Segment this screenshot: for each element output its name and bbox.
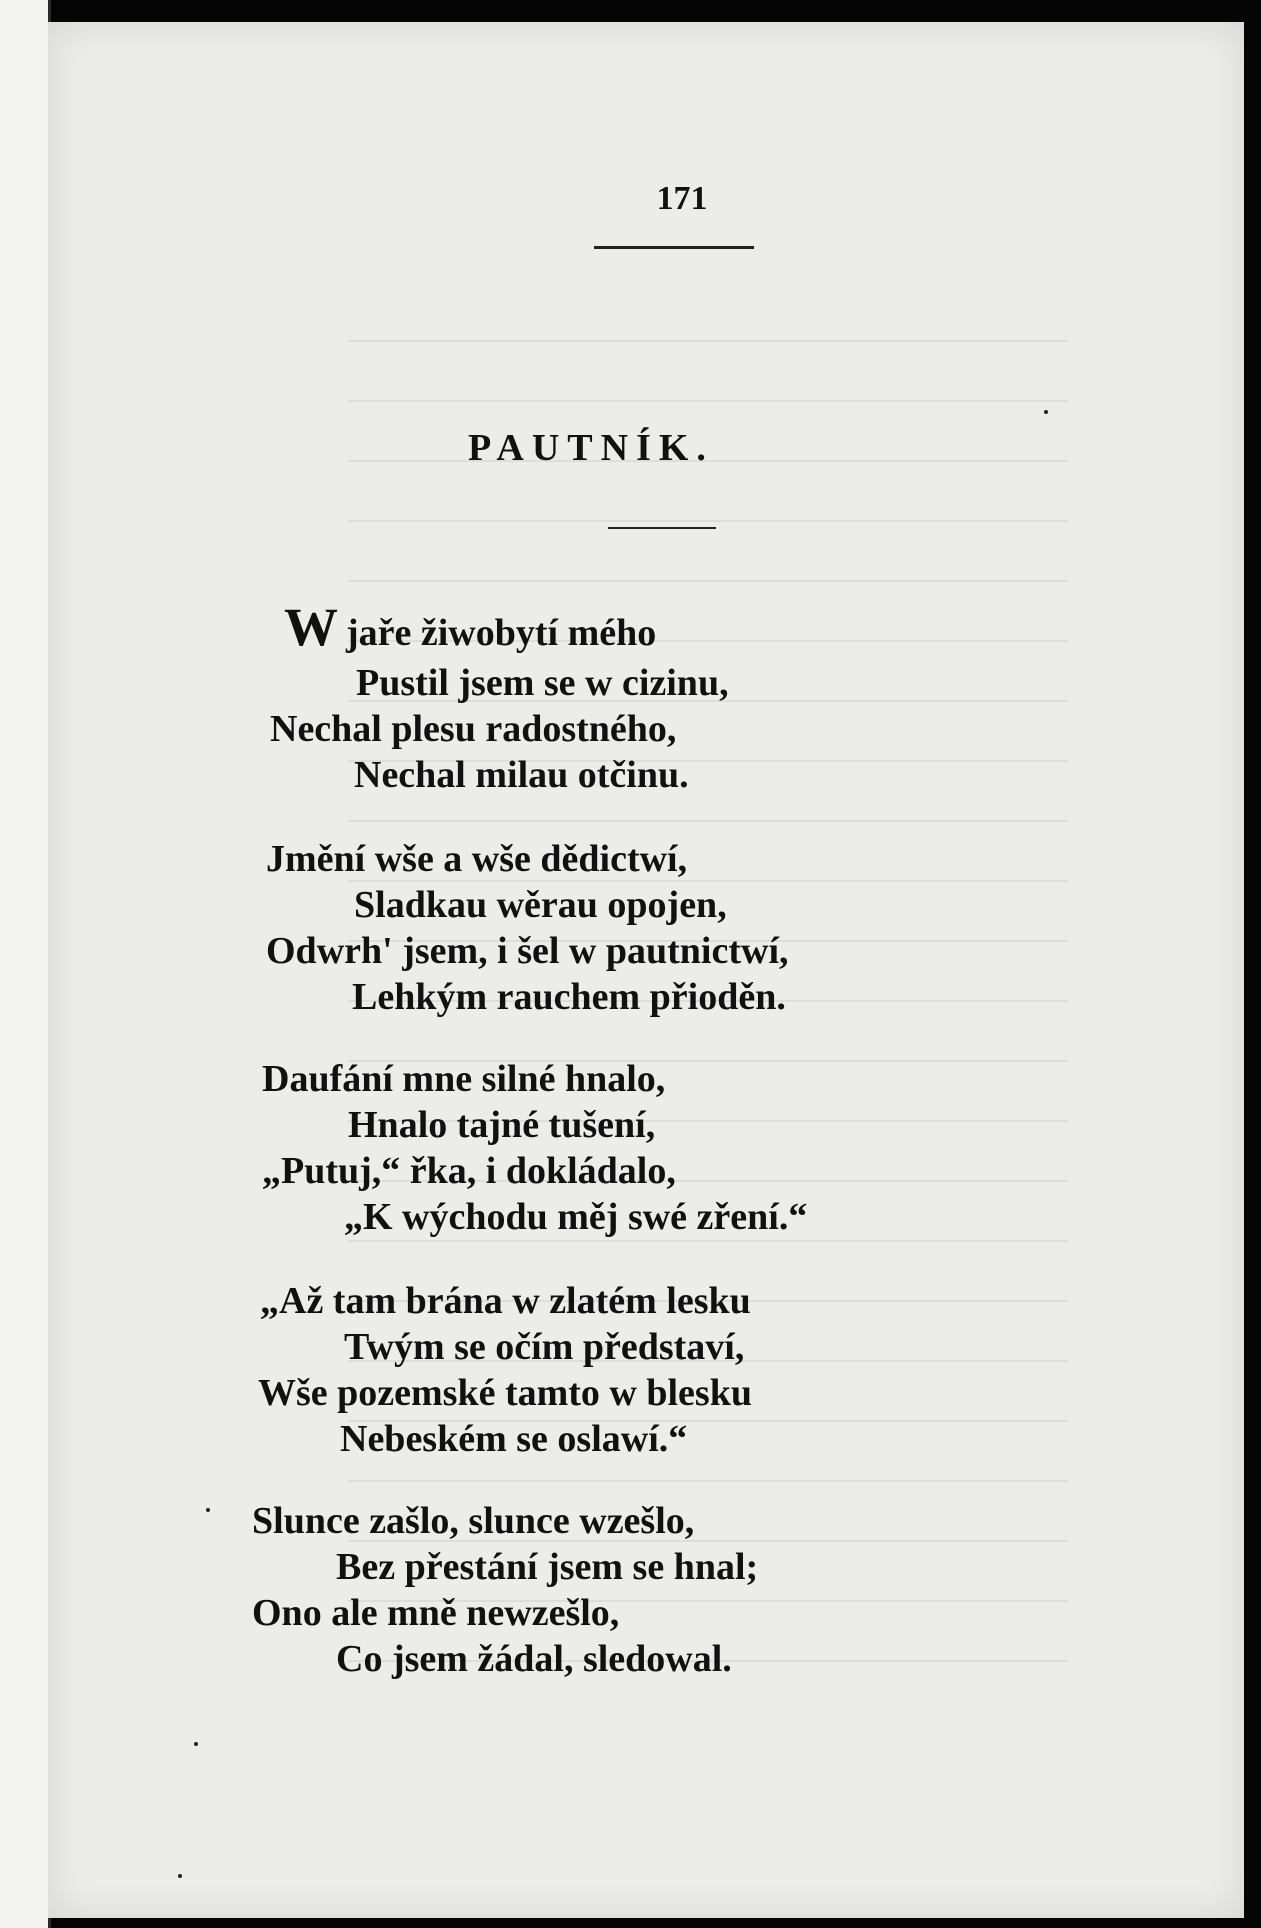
paper-speck — [1044, 410, 1048, 414]
poem-line: Nechal plesu radostného, — [270, 708, 677, 750]
poem-line: „Putuj,“ řka, i dokládalo, — [262, 1150, 676, 1192]
poem-line: Twým se očím představí, — [344, 1326, 745, 1368]
paper-speck — [194, 1742, 198, 1746]
poem-title: PAUTNÍK. — [468, 427, 714, 469]
poem-line: Co jsem žádal, sledowal. — [336, 1638, 732, 1680]
poem-line: Lehkým rauchem přioděn. — [352, 976, 786, 1018]
poem-line: W jaře žiwobytí mého — [284, 597, 657, 657]
poem-line: „K wýchodu měj swé zření.“ — [344, 1196, 808, 1238]
poem-line: Slunce zašlo, slunce wzešlo, — [252, 1500, 695, 1542]
poem-line: Daufání mne silné hnalo, — [262, 1058, 666, 1100]
poem-line: Bez přestání jsem se hnal; — [336, 1546, 759, 1588]
book-page — [48, 22, 1244, 1918]
paper-speck — [178, 1874, 182, 1878]
page-number: 171 — [656, 180, 708, 217]
poem-line: „Až tam brána w zlatém lesku — [260, 1280, 751, 1322]
poem-line: Nebeském se oslawí.“ — [340, 1418, 688, 1460]
poem-line: Hnalo tajné tušení, — [348, 1104, 656, 1146]
previous-page-edge — [0, 0, 51, 1928]
poem-line: Ono ale mně newzešlo, — [252, 1592, 620, 1634]
poem-line: Jmění wše a wše dědictwí, — [266, 838, 688, 880]
poem-line: Sladkau wěrau opojen, — [354, 884, 727, 926]
poem-line: Wše pozemské tamto w blesku — [258, 1372, 752, 1414]
initial-letter: W — [284, 597, 338, 657]
poem-body — [48, 22, 1244, 1918]
poem-line: Pustil jsem se w cizinu, — [356, 662, 729, 704]
poem-line: Nechal milau otčinu. — [354, 754, 689, 796]
paper-speck — [206, 1508, 210, 1512]
poem-line: Odwrh' jsem, i šel w pautnictwí, — [266, 930, 789, 972]
